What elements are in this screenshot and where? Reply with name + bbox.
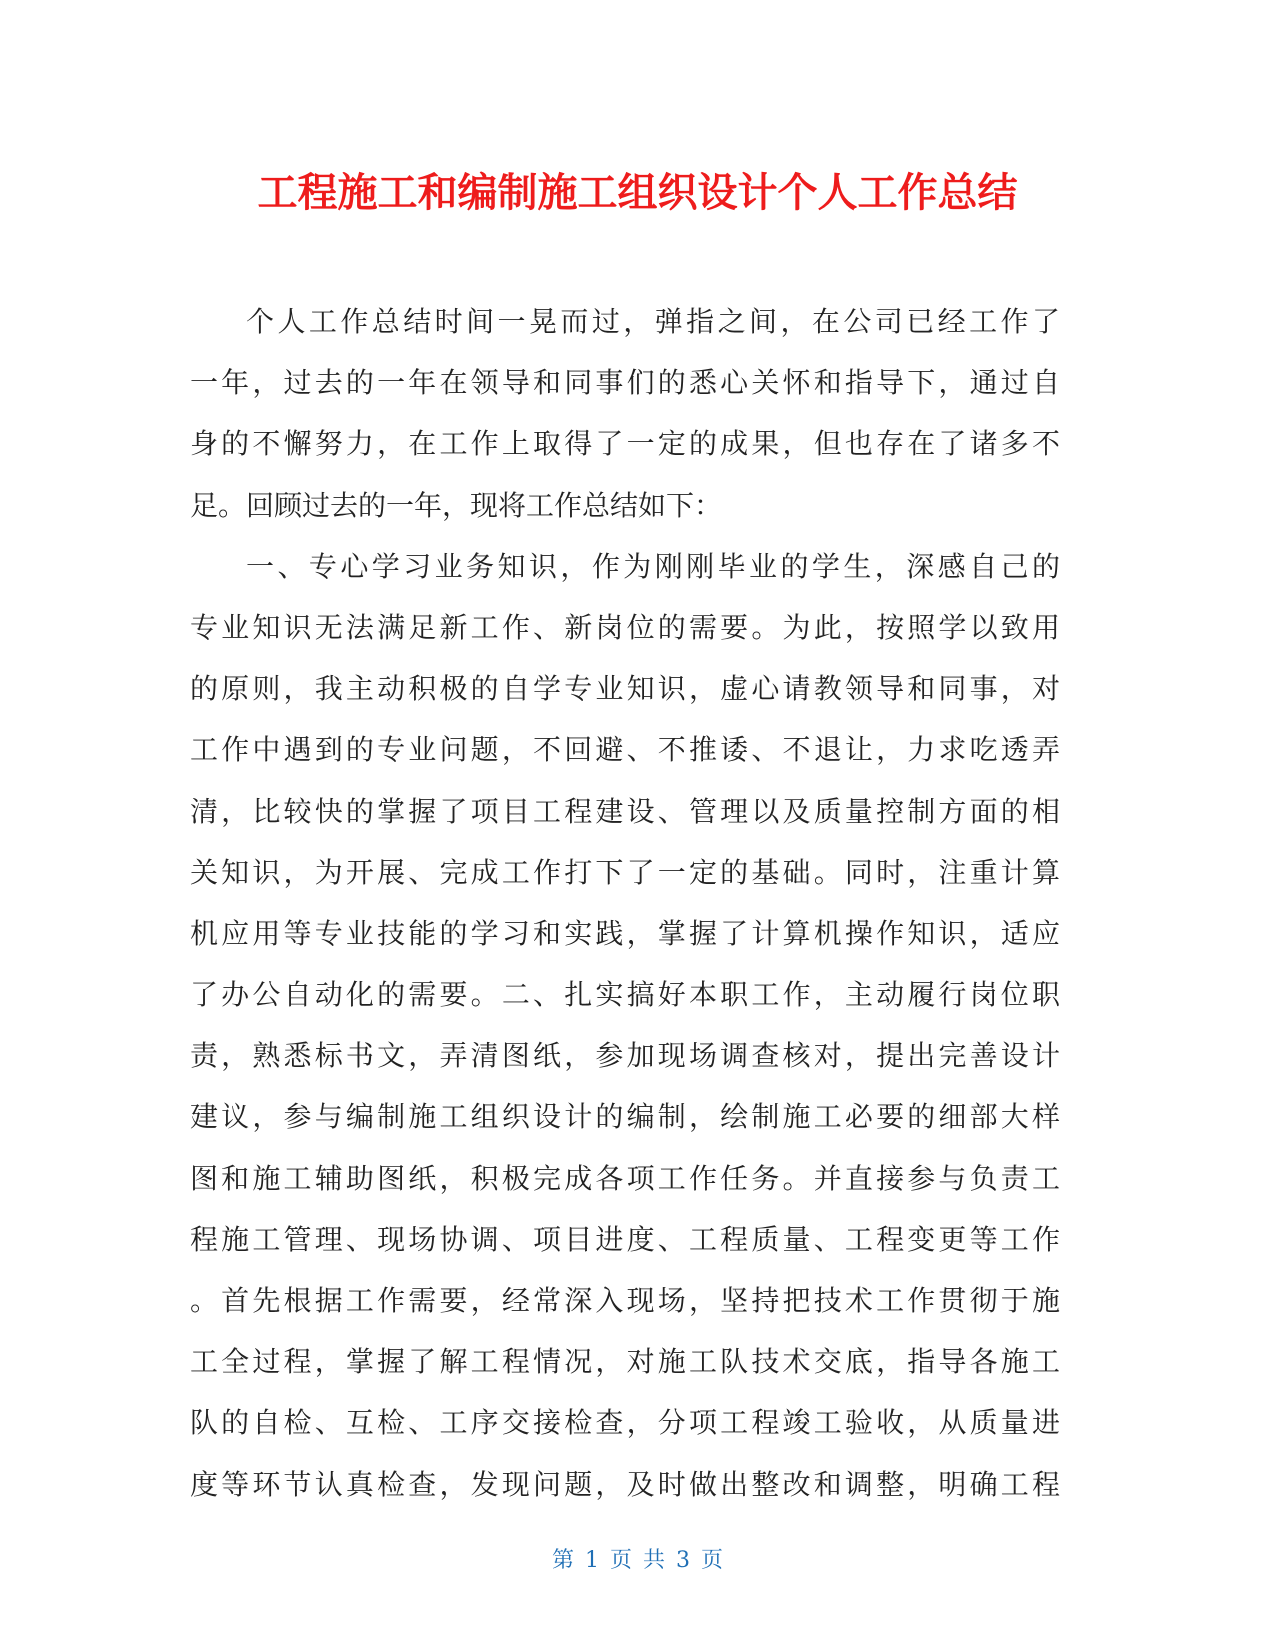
paragraph-line: 清，比较快的掌握了项目工程建设、管理以及质量控制方面的相 [190,794,1060,828]
document-body [190,291,1060,1515]
paragraph-line: 的原则，我主动积极的自学专业知识，虚心请教领导和同事，对 [190,672,1060,706]
paragraph-line: 机应用等专业技能的学习和实践，掌握了计算机操作知识，适应 [190,916,1060,950]
paragraph-line: 足。回顾过去的一年，现将工作总结如下： [190,488,723,522]
paragraph-line: 专业知识无法满足新工作、新岗位的需要。为此，按照学以致用 [190,610,1060,644]
paragraph-line: 建议，参与编制施工组织设计的编制，绘制施工必要的细部大样 [190,1100,1060,1134]
paragraph-line: 关知识，为开展、完成工作打下了一定的基础。同时，注重计算 [190,855,1060,889]
paragraph-line: 身的不懈努力，在工作上取得了一定的成果，但也存在了诸多不 [190,427,1060,461]
paragraph-line: 一、专心学习业务知识，作为刚刚毕业的学生，深感自己的 [246,549,1060,583]
paragraph-line: 图和施工辅助图纸，积极完成各项工作任务。并直接参与负责工 [190,1161,1060,1195]
document-title: 工程施工和编制施工组织设计个人工作总结 [257,170,1018,216]
paragraph-line: 。首先根据工作需要，经常深入现场，坚持把技术工作贯彻于施 [190,1284,1060,1317]
paragraph-line: 度等环节认真检查，发现问题，及时做出整改和调整，明确工程 [190,1467,1060,1501]
page-number-footer: 第 1 页 共 3 页 [552,1548,723,1573]
paragraph-line: 程施工管理、现场协调、项目进度、工程质量、工程变更等工作 [190,1222,1060,1256]
paragraph-line: 了办公自动化的需要。二、扎实搞好本职工作，主动履行岗位职 [190,978,1060,1012]
paragraph-line: 工全过程，掌握了解工程情况，对施工队技术交底，指导各施工 [190,1345,1060,1379]
paragraph-line: 工作中遇到的专业问题，不回避、不推诿、不退让，力求吃透弄 [190,733,1060,767]
paragraph-line: 队的自检、互检、工序交接检查，分项工程竣工验收，从质量进 [190,1406,1060,1440]
paragraph-line: 一年，过去的一年在领导和同事们的悉心关怀和指导下，通过自 [190,366,1060,400]
paragraph-line: 责，熟悉标书文，弄清图纸，参加现场调查核对，提出完善设计 [190,1039,1060,1073]
paragraph-line: 个人工作总结时间一晃而过，弹指之间，在公司已经工作了 [246,305,1060,338]
